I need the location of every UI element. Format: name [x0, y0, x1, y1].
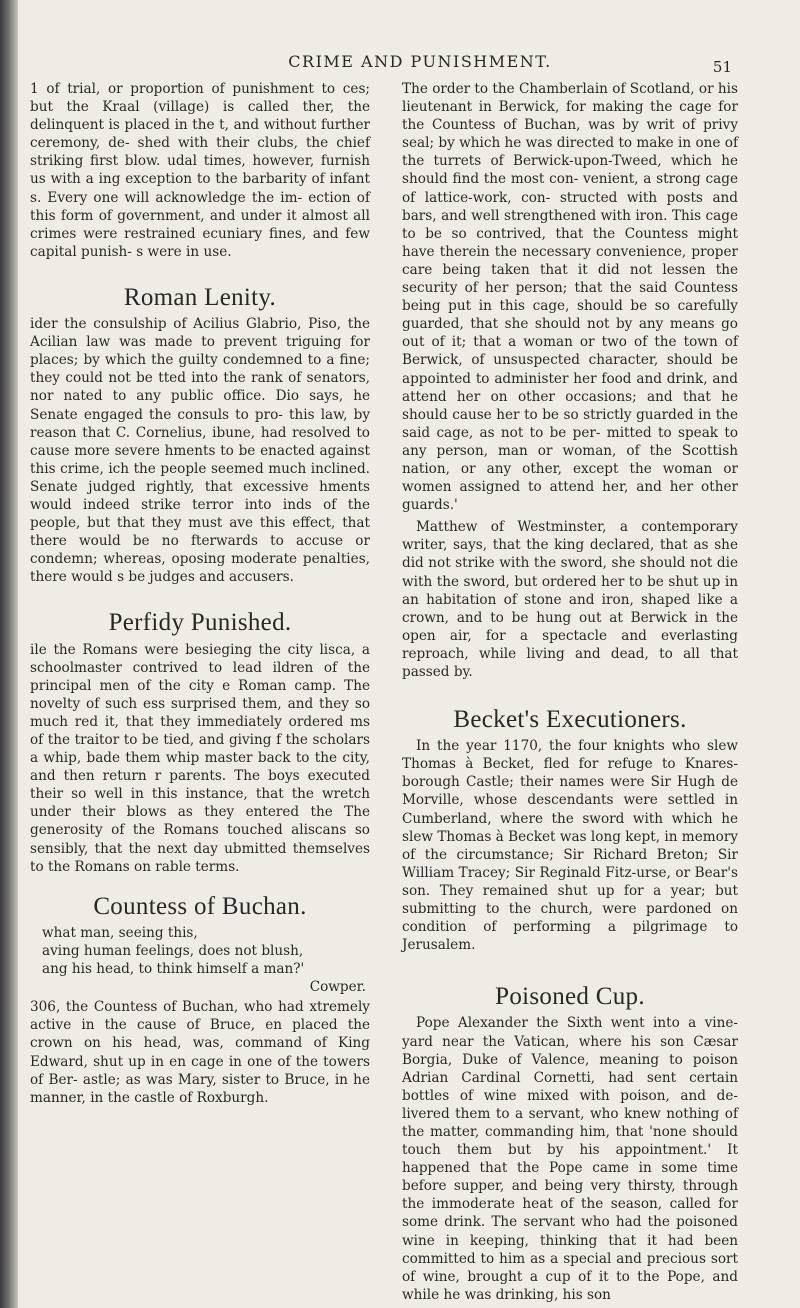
left-column — [30, 80, 370, 1111]
section-heading-roman-lenity: Roman Lenity. — [123, 283, 277, 311]
page-number: 51 — [712, 58, 732, 76]
running-head — [0, 52, 800, 71]
countess-of-buchan-paragraph: 306, the Countess of Buchan, who had xtremely active in the cause of Bruce, en placed the crown on his head, was, command of King Edward, shut up in en cage in one of the towers of Ber- astle; as was Mary, sister to Bruce, in he manner, in the castle of Roxburgh. — [30, 999, 370, 1106]
section-heading-countess-of-buchan: Countess of Buchan. — [93, 892, 307, 920]
verse-line: aving human feelings, does not blush, — [42, 942, 304, 959]
verse-line: what man, seeing this, — [42, 924, 198, 941]
right-column — [402, 80, 738, 1308]
section-heading-poisoned-cup: Poisoned Cup. — [495, 983, 645, 1011]
roman-lenity-paragraph: ider the consulship of Acilius Glabrio, Piso, the Acilian law was made to prevent triguing for places; by which the guilty condemned to a fine; they could not be tted into the rank of senators, nor nated to any public office. Dio says, he Senate engaged the consuls to pro- this law, by reason that C. Cornelius, ibune, had resolved to cause more severe hments to be enacted against this crime, ich the people seemed much inclined. Senate judged rightly, that excessive hments would indeed strike terror into inds of the people, but that they must ave this effect, that there would be no fterwards to accuse or condemn; whereas, oposing moderate penalties, there would s be judges and accusers. — [30, 316, 370, 586]
epigraph-verse — [30, 924, 370, 996]
beckets-executioners-paragraph: In the year 1170, the four knights who slew Thomas à Becket, fled for refuge to Knares- borough Castle; their names were Sir Hugh de Morville, whose descendants were settled in Cumberland, where the sword with which he slew Thomas à Becket was long kept, in memory of the circumstance; Sir Richard Breton; Sir William Tracey; Sir Reginald Fitz-urse, or Bear's son. They remained shut up for a year; but submitting to the church, were pardoned on condition of performing a pilgrimage to Jerusalem. — [402, 738, 738, 954]
section-heading-perfidy-punished: Perfidy Punished. — [108, 609, 292, 637]
perfidy-punished-paragraph: ile the Romans were besieging the city lisca, a schoolmaster contrived to lead ildren of the principal men of the city e Roman camp. The novelty of such ess surprised them, and they so much red it, that they immediately ordered ms of the traitor to be tied, and giving f the scholars a whip, bade them whip master back to the city, and then return r parents. The boys executed their so well in this instance, that the wretch under their blows as they entered the The generosity of the Romans touched aliscans so sensibly, that the next day ubmitted themselves to the Romans on rable terms. — [30, 641, 370, 875]
verse-attribution: Cowper. — [309, 979, 366, 996]
running-title: CRIME AND PUNISHMENT. — [288, 52, 552, 71]
page-binding-edge — [0, 0, 18, 1308]
poisoned-cup-paragraph: Pope Alexander the Sixth went into a vine- yard near the Vatican, where his son Cæsar Borgia, Duke of Valence, meaning to poison Adrian Cardinal Cornetti, had sent certain bottles of wine mixed with poison, and de- livered them to a servant, who knew nothing of the matter, commanding him, that 'none should touch them but by his appointment.' It happened that the Pope came in some time before supper, and being very thirsty, through the immoderate heat of the season, called for some drink. The servant who had the poisoned wine in keeping, thinking that it had been committed to him as a special and precious sort of wine, brought a cup of it to the Pope, and while he was drinking, his son — [402, 1015, 738, 1303]
cage-order-paragraph: The order to the Chamberlain of Scotland, or his lieutenant in Berwick, for making the cage for the Countess of Buchan, was by writ of privy seal; by which he was directed to make in one of the turrets of Berwick-upon-Tweed, which he should find the most con- venient, a strong cage of lattice-work, con- structed with posts and bars, and well strengthened with iron. This cage to be so contrived, that the Countess might have therein the necessary convenience, proper care being taken that it did not lessen the security of her person; that the said Countess being put in this cage, should be so carefully guarded, that she should not by any means go out of it; that a woman or two of the town of Berwick, of unsuspected character, should be appointed to administer her food and drink, and attend her on other occasions; and that he should cause her to be so strictly guarded in the said cage, as not to be per- mitted to speak to any person, man or woman, of the Scottish nation, or any other, except the woman or women assigned to attend her, and her other guards.' — [402, 81, 739, 514]
intro-paragraph: 1 of trial, or proportion of punishment to ces; but the Kraal (village) is called ther, the delinquent is placed in the t, and without further ceremony, de- shed with their clubs, the chief striking first blow. udal times, however, furnish us with a ing exception to the barbarity of infant s. Every one will acknowledge the im- ection of this form of government, and under it almost all crimes were restrained ecuniary fines, and few capital punish- s were in use. — [30, 81, 370, 260]
section-heading-beckets-executioners: Becket's Executioners. — [453, 706, 687, 734]
matthew-westminster-paragraph: Matthew of Westminster, a contemporary writer, says, that the king declared, that as she did not strike with the sword, she should not die with the sword, but ordered her to be shut up in an habitation of stone and iron, shaped like a crown, and to be hung out at Berwick in the open air, for a spectacle and everlasting reproach, while living and dead, to all that passed by. — [402, 519, 738, 680]
verse-line: ang his head, to think himself a man?' — [42, 961, 305, 978]
